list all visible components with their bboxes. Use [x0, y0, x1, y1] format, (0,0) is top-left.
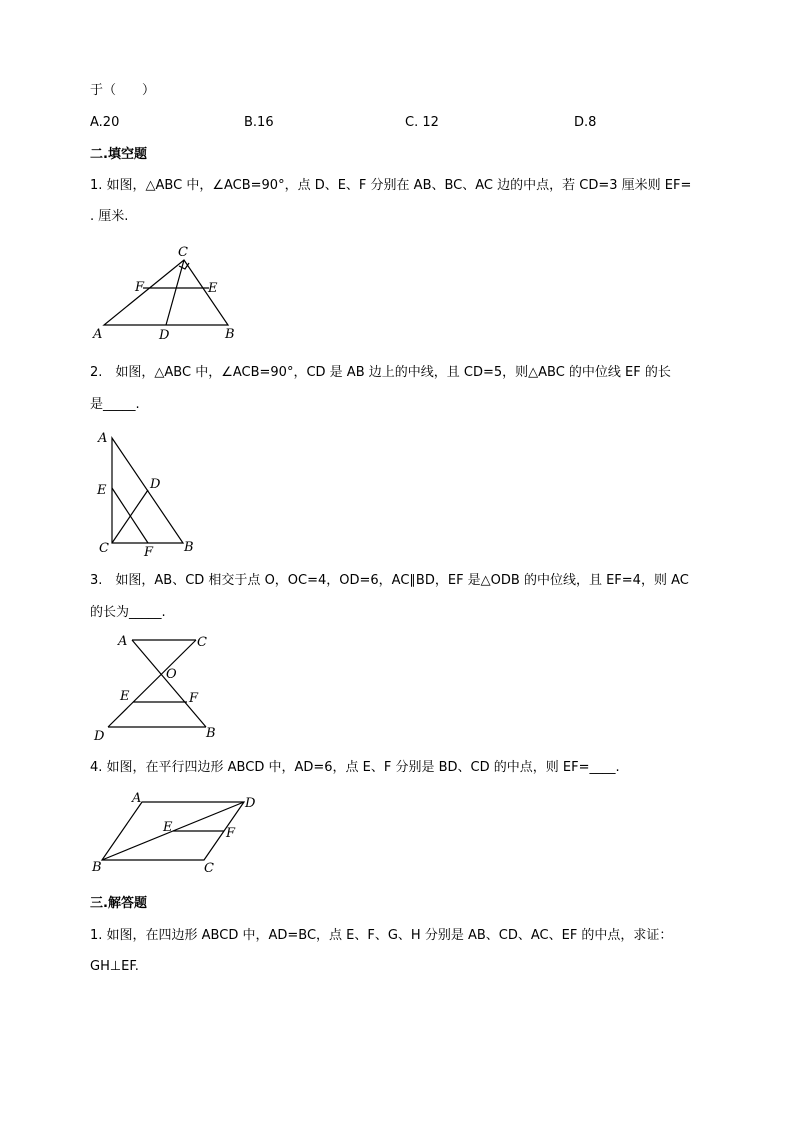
section-title-fill-blank: 二.填空题	[90, 147, 147, 162]
q2-3-text-line1: 3. 如图，AB、CD 相交于点 O，OC=4，OD=6，AC∥BD，EF 是△ODB 的中位线，且 EF=4，则 AC	[90, 573, 689, 588]
figure-q2-3	[90, 630, 230, 745]
q2-2-text-line2: 是_____.	[90, 397, 140, 412]
right-angle-mark	[179, 263, 189, 269]
label-d: D	[94, 729, 105, 744]
label-f: F	[135, 280, 145, 295]
label-c: C	[178, 245, 188, 260]
segment-cd	[108, 640, 196, 727]
label-c: C	[197, 635, 207, 650]
option-c: C. 12	[405, 115, 439, 130]
label-f: F	[144, 545, 154, 560]
label-b: B	[225, 327, 235, 342]
q2-1-text-line1: 1. 如图，△ABC 中，∠ACB=90°，点 D、E、F 分别在 AB、BC、AC 边的中点，若 CD=3 厘米则 EF=	[90, 178, 692, 193]
label-b: B	[184, 540, 194, 555]
label-a: A	[132, 791, 142, 806]
q2-3-text-line2: 的长为_____.	[90, 605, 166, 620]
figure-q2-1	[90, 240, 250, 345]
label-b: B	[206, 726, 216, 741]
q2-1-text-line2: . 厘米.	[90, 209, 129, 224]
segment-ab	[132, 640, 206, 727]
label-d: D	[245, 796, 256, 811]
label-e: E	[120, 689, 130, 704]
q3-1-text-line2: GH⊥EF.	[90, 959, 139, 974]
label-d: D	[159, 328, 170, 343]
label-a: A	[118, 634, 128, 649]
label-c: C	[99, 541, 109, 556]
option-d: D.8	[574, 115, 597, 130]
option-b: B.16	[244, 115, 274, 130]
label-c: C	[204, 861, 214, 876]
segment-cd	[166, 260, 184, 325]
label-a: A	[93, 327, 103, 342]
label-o: O	[166, 667, 177, 682]
figure-q2-4	[90, 790, 265, 880]
label-a: A	[98, 431, 108, 446]
label-e: E	[208, 281, 218, 296]
q3-1-text-line1: 1. 如图，在四边形 ABCD 中，AD=BC，点 E、F、G、H 分别是 AB、CD、AC、EF 的中点，求证：	[90, 928, 673, 943]
label-e: E	[163, 820, 173, 835]
q2-4-text-line1: 4. 如图，在平行四边形 ABCD 中，AD=6，点 E、F 分别是 BD、CD 的中点，则 EF=____.	[90, 760, 620, 775]
figure-q2-2	[90, 428, 210, 558]
option-a: A.20	[90, 115, 120, 130]
section-title-solution: 三.解答题	[90, 896, 147, 911]
prev-question-tail: 于（ ）	[90, 83, 156, 98]
label-b: B	[92, 860, 102, 875]
label-d: D	[150, 477, 161, 492]
label-f: F	[226, 826, 236, 841]
label-e: E	[97, 483, 107, 498]
q2-2-text-line1: 2. 如图，△ABC 中，∠ACB=90°，CD 是 AB 边上的中线，且 CD=5，则△ABC 的中位线 EF 的长	[90, 365, 671, 380]
label-f: F	[189, 691, 199, 706]
